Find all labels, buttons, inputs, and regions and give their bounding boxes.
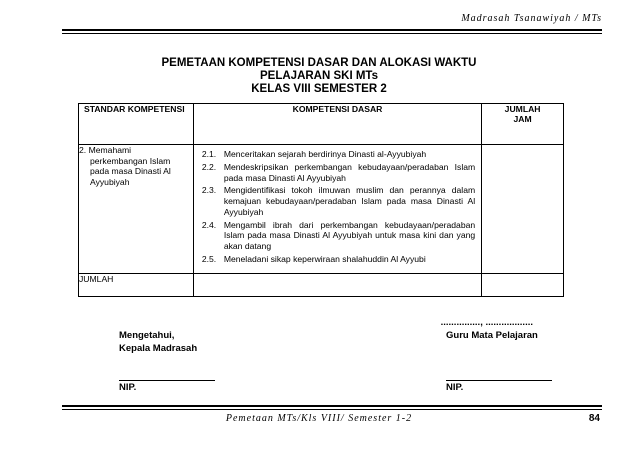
jumlah-jam-cell [482,145,564,274]
list-item [202,162,475,183]
document-title-line1: PEMETAAN KOMPETENSI DASAR DAN ALOKASI WAKTU [161,57,477,69]
document-title-line3: KELAS VIII SEMESTER 2 [251,83,387,95]
kd-text: Mengidentifikasi tokoh ilmuwan muslim dan perannya dalam kemajuan kebudayaan/peradaban Islam pada masa Dinasti Al Ayyubiyah [223,185,476,217]
footer-rule-thin [62,409,602,410]
kd-text: Meneladani sikap keperwiraan shalahuddin Al Ayyubi [223,254,426,265]
sk-number: 2. [79,145,87,155]
jumlah-total-cell [482,273,564,296]
sk-line2: perkembangan Islam [90,155,171,166]
sk-line4: Ayyubiyah [90,176,130,187]
list-item [202,149,475,160]
header-kompetensi-dasar: KOMPETENSI DASAR [193,104,481,145]
header-running-title: Madrasah Tsanawiyah / MTs [461,13,602,24]
footer-rule [62,405,602,407]
signature-date-placeholder: ..............., .................. [440,317,533,328]
kd-number: 2.1. [201,149,217,159]
document-title-line2: PELAJARAN SKI MTs [260,70,378,82]
list-item [202,185,475,217]
kd-number: 2.3. [201,185,217,196]
sk-line3: pada masa Dinasti Al [90,166,171,176]
header-rule-thin [62,33,602,34]
kompetensi-dasar-cell [193,145,481,274]
kd-number: 2.5. [201,254,217,265]
signature-left-label: Mengetahui, [119,330,175,341]
signature-right-nip: NIP. [446,382,464,393]
signature-left-nip: NIP. [119,382,137,393]
kd-text: Mengambil ibrah dari perkembangan kebudayaan/peradaban Islam pada masa Dinasti Al Ayyubiyah untuk masa kini dan yang akan datang [223,219,476,252]
table-row [79,145,564,274]
list-item [202,220,475,252]
header-jumlah: JUMLAH [504,104,541,114]
standar-kompetensi-cell [79,145,194,274]
page-number: 84 [588,413,600,424]
footer-running-title: Pemetaan MTs/Kls VIII/ Semester 1-2 [225,413,413,424]
header-rule [62,29,602,31]
jumlah-kd-cell [193,273,481,296]
signature-right-role: Guru Mata Pelajaran [446,330,538,341]
jumlah-label: JUMLAH [79,273,194,296]
kd-text: Mendeskripsikan perkembangan kebudayaan/peradaban Islam pada masa Dinasti Al Ayyubiyah [223,161,476,183]
table-total-row [79,273,564,296]
list-item [202,254,475,265]
header-jumlah-jam [482,104,564,145]
kd-number: 2.2. [201,161,217,172]
header-jam: JAM [513,114,532,124]
competency-table [78,103,564,297]
header-standar-kompetensi: STANDAR KOMPETENSI [79,104,194,145]
kd-number: 2.4. [201,219,217,230]
sk-line1: Memahami [88,145,132,155]
kd-text: Menceritakan sejarah berdirinya Dinasti al-Ayyubiyah [223,149,427,159]
signature-left-role: Kepala Madrasah [119,343,198,354]
table-header-row [79,104,564,145]
